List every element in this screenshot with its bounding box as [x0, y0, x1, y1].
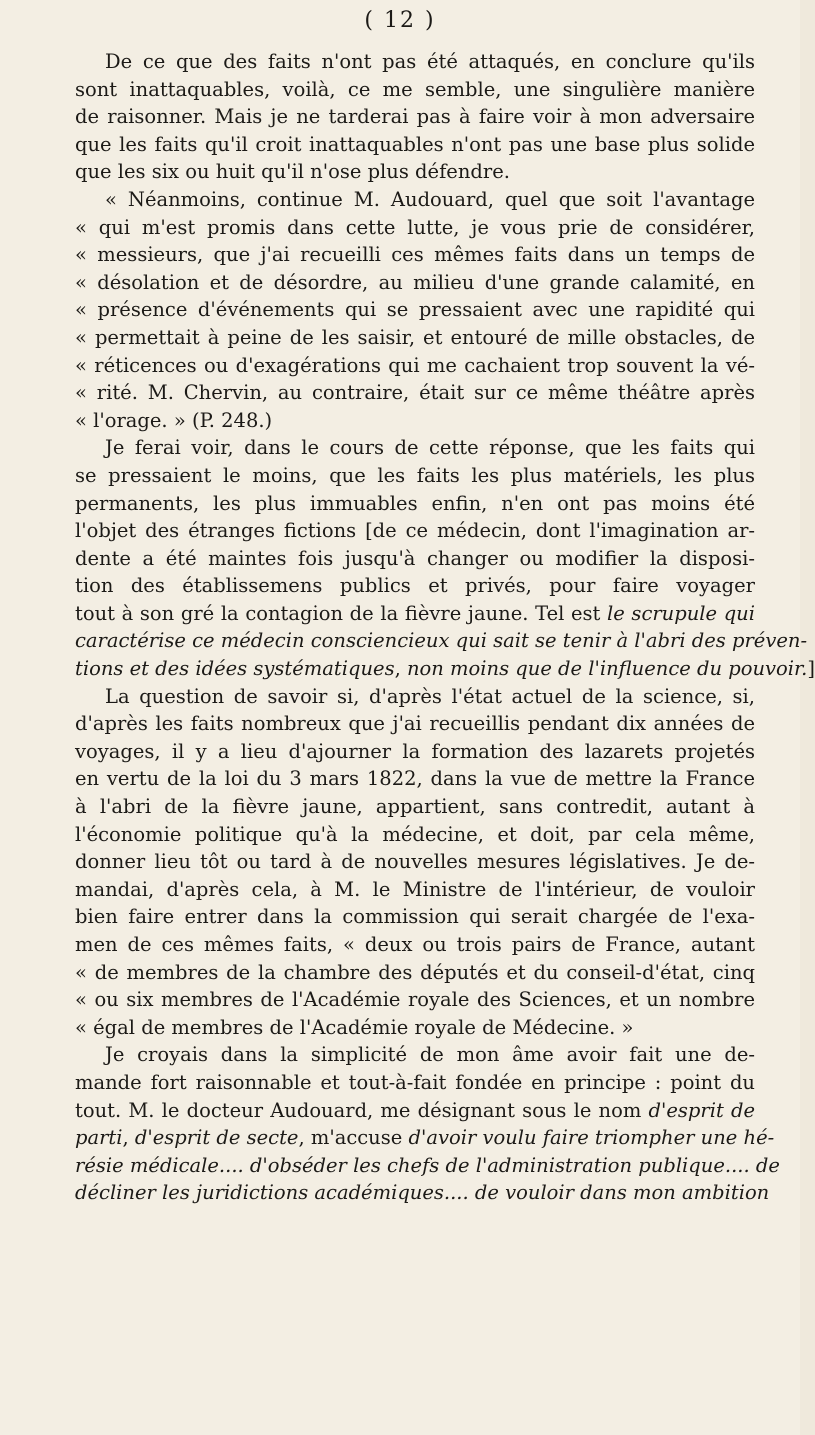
text-run: mandai, d'après cela, à M. le Ministre de l'intérieur, de vouloir — [75, 877, 755, 901]
text-line — [75, 324, 755, 352]
text-line — [75, 131, 755, 159]
italic-run: tions et des idées systématiques — [75, 657, 395, 681]
text-run: men de ces mêmes faits, « deux ou trois pairs de France, autant — [75, 933, 755, 956]
text-line — [75, 821, 755, 849]
text-line — [75, 986, 755, 1014]
text-line — [75, 214, 755, 242]
text-line — [75, 545, 755, 573]
text-run: « réticences ou d'exagérations qui me cachaient trop souvent la vé- — [75, 353, 755, 377]
text-run: à l'abri de la fièvre jaune, appartient, sans contredit, autant à — [75, 795, 755, 819]
text-line — [75, 959, 755, 987]
text-run: , m'accuse — [298, 1126, 409, 1150]
text-line — [75, 434, 755, 462]
text-run: sont inattaquables, voilà, ce me semble, une singulière manière — [75, 77, 755, 101]
text-run: Je ferai voir, dans le cours de cette réponse, que les faits qui — [105, 436, 755, 460]
italic-run: d'esprit de secte — [134, 1126, 299, 1150]
text-run: « rité. M. Chervin, au contraire, était sur ce même théâtre après — [75, 381, 755, 405]
text-line — [75, 765, 755, 793]
text-line — [75, 517, 755, 545]
text-line — [75, 48, 755, 76]
text-line — [75, 1152, 780, 1180]
text-run: mande fort raisonnable et tout-à-fait fondée en principe : point du — [75, 1070, 755, 1094]
text-line — [75, 379, 755, 407]
text-run: dente a été maintes fois jusqu'à changer ou modifier la disposi- — [75, 546, 755, 570]
text-run: « permettait à peine de les saisir, et entouré de mille obstacles, de — [75, 325, 755, 349]
italic-run: le scrupule qui — [607, 601, 755, 625]
text-run: l'économie politique qu'à la médecine, et doit, par cela même, — [75, 822, 755, 846]
text-line — [75, 876, 755, 904]
text-line — [75, 103, 755, 131]
text-line — [75, 903, 755, 931]
text-run: l'objet des étranges fictions [de ce médecin, dont l'imagination ar- — [75, 519, 755, 543]
text-line — [75, 490, 755, 518]
text-run: ] — [807, 657, 815, 681]
text-run: De ce que des faits n'ont pas été attaqués, en conclure qu'ils — [105, 50, 755, 73]
text-line — [75, 158, 755, 186]
text-line — [75, 1069, 755, 1097]
text-line — [75, 1097, 755, 1125]
text-line — [75, 600, 755, 628]
text-run: tout à son gré la contagion de la fièvre jaune. Tel est — [75, 601, 608, 625]
text-run: La question de savoir si, d'après l'état actuel de la science, si, — [105, 684, 755, 708]
text-run: , — [122, 1126, 135, 1150]
text-line — [75, 462, 755, 490]
text-run: Je croyais dans la simplicité de mon âme avoir fait une de- — [105, 1043, 755, 1067]
text-line — [75, 793, 755, 821]
text-run: tion des établissemens publics et privés, pour faire voyager — [75, 574, 755, 598]
italic-run: d'avoir voulu faire triompher une hé- — [408, 1126, 775, 1150]
text-line — [75, 407, 755, 435]
text-run: de raisonner. Mais je ne tarderai pas à faire voir à mon adversaire — [75, 105, 755, 129]
text-run: « l'orage. » (P. 248.) — [75, 408, 273, 432]
text-line — [75, 710, 755, 738]
text-run: d'après les faits nombreux que j'ai recueillis pendant dix années de — [75, 712, 755, 736]
text-line — [75, 627, 808, 655]
text-run: permanents, les plus immuables enfin, n'en ont pas moins été — [75, 491, 755, 515]
italic-run: parti — [75, 1126, 123, 1150]
page-number: ( 12 ) — [364, 8, 436, 33]
text-run: « qui m'est promis dans cette lutte, je vous prie de considérer, — [75, 215, 755, 239]
italic-run: d'esprit de — [648, 1098, 755, 1122]
text-run: « de membres de la chambre des députés et du conseil-d'état, cinq — [75, 960, 755, 984]
text-run: « Néanmoins, continue M. Audouard, quel que soit l'avantage — [105, 187, 755, 211]
text-line — [75, 572, 755, 600]
text-run: bien faire entrer dans la commission qui serait chargée de l'exa- — [75, 905, 755, 929]
text-run: en vertu de la loi du 3 mars 1822, dans la vue de mettre la France — [75, 767, 755, 791]
text-line — [75, 848, 755, 876]
text-run: , — [394, 657, 407, 681]
text-line — [75, 931, 755, 959]
italic-run: résie médicale.... d'obséder les chefs de l'administration publique.... de — [75, 1153, 780, 1177]
text-line — [75, 186, 755, 214]
text-run: tout. M. le docteur Audouard, me désignant sous le nom — [75, 1098, 649, 1122]
text-run: « messieurs, que j'ai recueilli ces mêmes faits dans un temps de — [75, 243, 755, 267]
text-run: « désolation et de désordre, au milieu d'une grande calamité, en — [75, 270, 755, 294]
text-line — [75, 296, 755, 324]
text-run: donner lieu tôt ou tard à de nouvelles mesures législatives. Je de- — [75, 850, 755, 874]
italic-run: caractérise ce médecin consciencieux qui sait se tenir à l'abri des préven- — [75, 629, 808, 653]
italic-run: décliner les juridictions académiques.... de vouloir dans mon ambition — [75, 1181, 770, 1205]
text-line — [75, 269, 755, 297]
text-run: « présence d'événements qui se pressaient avec une rapidité qui — [75, 298, 755, 322]
text-run: voyages, il y a lieu d'ajourner la formation des lazarets projetés — [75, 739, 755, 763]
text-line — [75, 1124, 775, 1152]
text-run: que les faits qu'il croit inattaquables n'ont pas une base plus solide — [75, 132, 755, 156]
italic-run: non moins que de l'influence du pouvoir. — [406, 657, 808, 681]
text-line — [75, 241, 755, 269]
body-text — [75, 48, 815, 1207]
text-line — [75, 1041, 755, 1069]
text-line — [75, 738, 755, 766]
text-line — [75, 655, 815, 683]
text-line — [75, 352, 755, 380]
text-line — [75, 1014, 755, 1042]
text-run: « égal de membres de l'Académie royale de Médecine. » — [75, 1015, 634, 1039]
text-line — [75, 683, 755, 711]
text-run: se pressaient le moins, que les faits les plus matériels, les plus — [75, 463, 755, 487]
text-run: « ou six membres de l'Académie royale des Sciences, et un nombre — [75, 988, 755, 1012]
text-line — [75, 76, 755, 104]
text-run: que les six ou huit qu'il n'ose plus défendre. — [75, 160, 510, 184]
text-line — [75, 1179, 770, 1207]
